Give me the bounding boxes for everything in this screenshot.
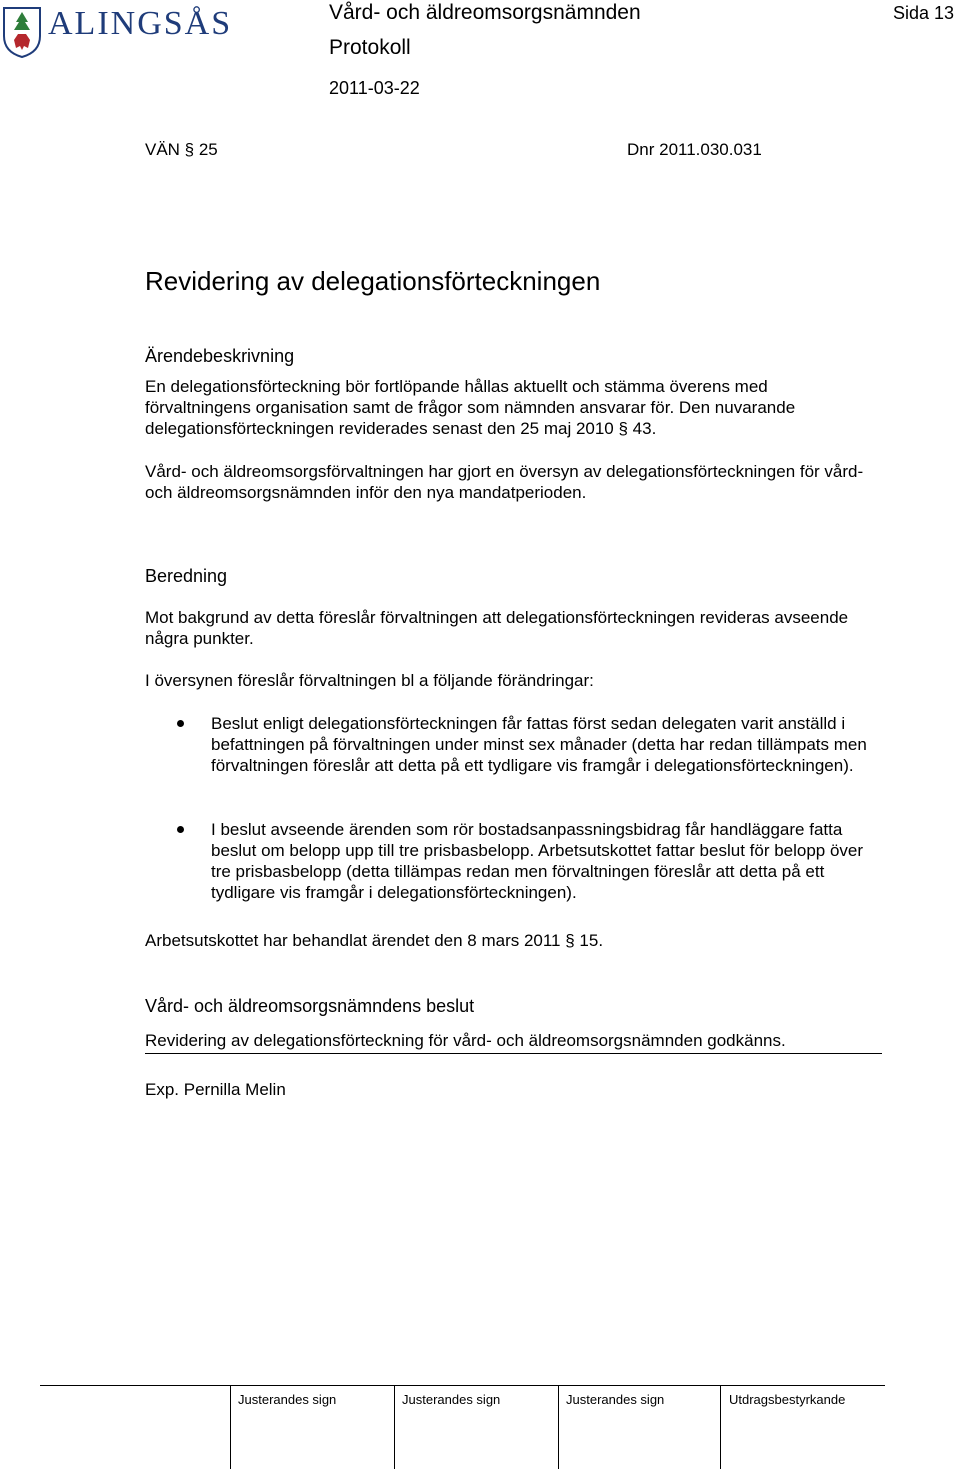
signature-label-adjuster-2: Justerandes sign	[402, 1392, 501, 1407]
page-number: Sida 13	[893, 3, 955, 23]
paragraph-decision: Revidering av delegationsförteckning för vård- och äldreomsorgsnämnden godkänns.	[145, 1031, 786, 1050]
list-item: Beslut enligt delegationsförteckningen får fattas först sedan delegaten varit anställd i befattningen på förvaltningen under minst sex månader (detta har redan tillämpats men förvaltningen föreslår att detta på ett tydligare vis framgår i delegationsförteckningen).	[211, 714, 867, 775]
case-number: Dnr 2011.030.031	[627, 140, 762, 159]
page-title: Revidering av delegationsförteckningen	[145, 266, 601, 296]
list-item: I beslut avseende ärenden som rör bostadsanpassningsbidrag får handläggare fatta beslut om belopp upp till tre prisbasbelopp. Arbetsutskottet fattar beslut för belopp över tre prisbasbelopp (detta tillämpas redan men förvaltningen föreslår att detta på ett tydligare vis framgår i delegationsförteckningen).	[211, 820, 864, 902]
municipality-logo-text: ALINGSÅS	[48, 5, 233, 42]
signature-label-adjuster-3: Justerandes sign	[566, 1392, 665, 1407]
meeting-date: 2011-03-22	[329, 78, 420, 98]
signature-box-top-rule	[40, 1385, 885, 1386]
paragraph-proposed-changes: I översynen föreslår förvaltningen bl a följande förändringar:	[145, 671, 594, 690]
signature-divider	[230, 1385, 231, 1469]
bullet-icon	[177, 826, 184, 833]
signature-label-extract-certifier: Utdragsbestyrkande	[729, 1392, 846, 1407]
signature-label-adjuster-1: Justerandes sign	[238, 1392, 337, 1407]
section-heading-decision: Vård- och äldreomsorgsnämndens beslut	[145, 996, 475, 1016]
paragraph-review: Vård- och äldreomsorgsförvaltningen har gjort en översyn av delegationsförteckningen för vård- och äldreomsorgsnämnden inför den nya mandatperioden.	[145, 462, 864, 502]
signature-divider	[720, 1385, 721, 1469]
paragraph-case-description: En delegationsförteckning bör fortlöpande hållas aktuellt och stämma överens med förvaltningens organisation samt de frågor som nämnden ansvarar för. Den nuvarande delegationsförteckningen reviderades senast den 25 maj 2010 § 43.	[145, 377, 796, 438]
section-heading-preparation: Beredning	[145, 566, 228, 586]
bullet-icon	[177, 720, 184, 727]
committee-name: Vård- och äldreomsorgsnämnden	[329, 1, 641, 24]
decision-underline	[145, 1053, 882, 1054]
signature-divider	[558, 1385, 559, 1469]
paragraph-preparation: Mot bakgrund av detta föreslår förvaltningen att delegationsförteckningen revideras avseende några punkter.	[145, 608, 849, 648]
paragraph-reference: VÄN § 25	[145, 140, 218, 159]
signature-divider	[394, 1385, 395, 1469]
document-type: Protokoll	[329, 36, 411, 59]
municipality-crest-icon	[2, 6, 42, 58]
distribution-note: Exp. Pernilla Melin	[145, 1080, 286, 1099]
section-heading-case-description: Ärendebeskrivning	[145, 346, 295, 366]
paragraph-committee-handling: Arbetsutskottet har behandlat ärendet den 8 mars 2011 § 15.	[145, 931, 604, 950]
